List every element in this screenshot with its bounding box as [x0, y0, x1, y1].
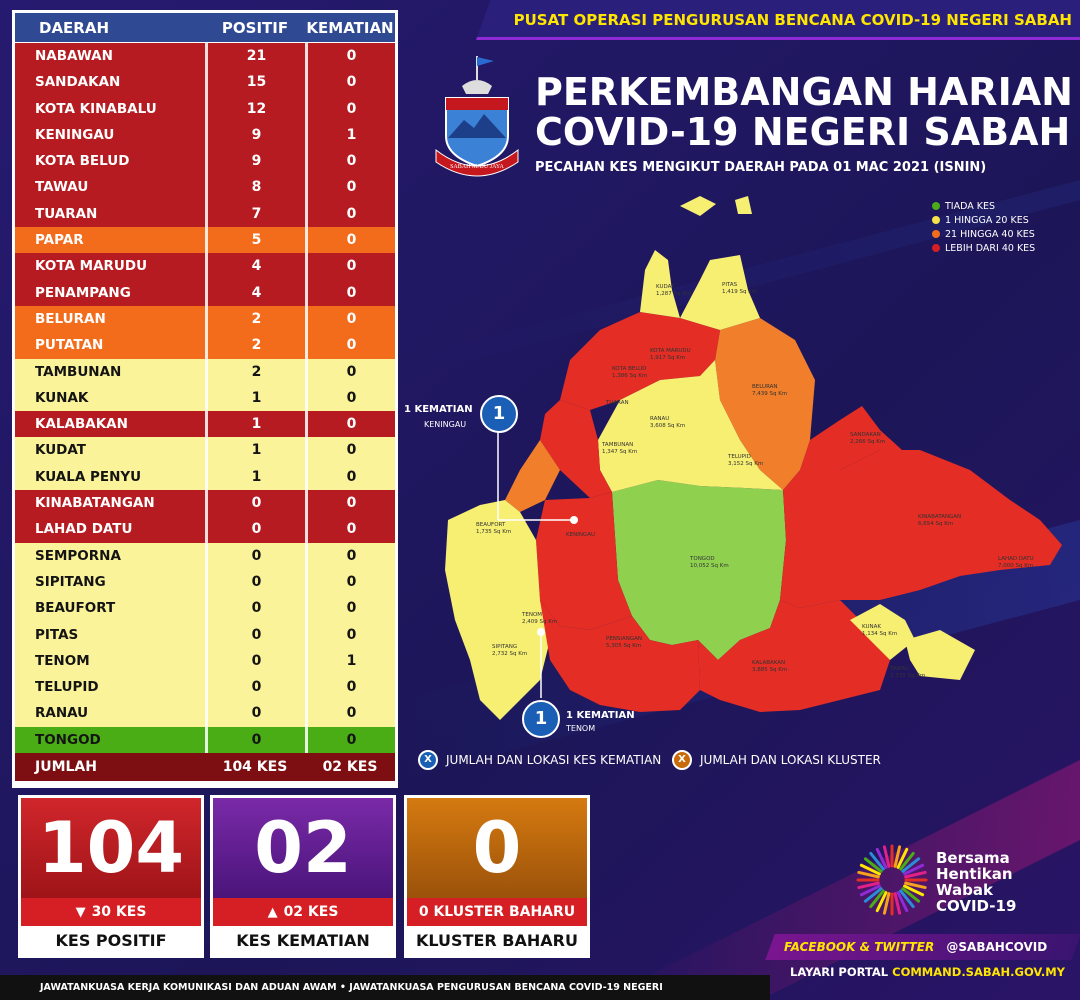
death-key-icon: X [418, 750, 438, 770]
positive-cell: 1 [205, 385, 305, 411]
positive-cell: 4 [205, 253, 305, 279]
positive-cell: 0 [205, 595, 305, 621]
deaths-cell: 0 [305, 464, 395, 490]
deaths-cell: 0 [305, 569, 395, 595]
deaths-cell: 0 [305, 227, 395, 253]
district-label: BEAUFORT [476, 522, 506, 528]
district-cell: BEAUFORT [35, 600, 116, 617]
deaths-cell: 0 [305, 727, 395, 753]
total-positive: 104 KES [222, 759, 288, 776]
district-cell: KALABAKAN [35, 416, 128, 433]
table-row [15, 385, 395, 411]
deaths-cell: 0 [305, 332, 395, 358]
district-cell: KINABATANGAN [35, 495, 155, 512]
positive-cell: 0 [205, 622, 305, 648]
positive-cell: 2 [205, 359, 305, 385]
table-row [15, 227, 395, 253]
campaign-slogan [936, 850, 1076, 914]
crest-motto: SABAH MAJU JAYA [450, 164, 504, 170]
title-line-2: COVID-19 NEGERI SABAH [535, 110, 1071, 154]
deaths-cell: 0 [305, 253, 395, 279]
district-label: PENSIANGAN [606, 636, 643, 642]
campaign-burst-logo [852, 840, 932, 920]
deaths-cell: 0 [305, 622, 395, 648]
district-label: TUARAN [606, 400, 629, 406]
positive-cell: 9 [205, 148, 305, 174]
district-cell: BELURAN [35, 310, 106, 327]
district-cell: KENINGAU [35, 126, 115, 143]
death-district-tenom: TENOM [566, 724, 596, 733]
district-area: 7,000 Sq Km [998, 563, 1034, 569]
table-row [15, 69, 395, 95]
stat-deaths-delta [213, 898, 393, 926]
district-label: PITAS [722, 282, 738, 288]
deaths-cell: 0 [305, 96, 395, 122]
triangle-down-icon: ▼ [75, 905, 86, 920]
legend-swatch [932, 244, 940, 252]
portal-url-link[interactable]: COMMAND.SABAH.GOV.MY [892, 965, 1065, 979]
table-row [15, 622, 395, 648]
deaths-cell: 0 [305, 411, 395, 437]
page-title [535, 72, 1075, 152]
deaths-cell: 0 [305, 43, 395, 69]
district-label: TONGOD [690, 556, 715, 562]
table-body [15, 43, 395, 753]
stat-clusters-delta: 0 KLUSTER BAHARU [407, 898, 587, 926]
header-positive: POSITIF [221, 19, 289, 37]
deaths-cell: 0 [305, 516, 395, 542]
district-label: KINABATANGAN [918, 514, 962, 520]
stat-deaths-delta-text: 02 KES [283, 904, 339, 920]
deaths-cell: 1 [305, 648, 395, 674]
legend-item [932, 213, 1035, 227]
district-cell: KUNAK [35, 389, 89, 406]
district-label: KUDAT [656, 284, 675, 290]
cluster-key-label: JUMLAH DAN LOKASI KLUSTER [700, 753, 881, 767]
table-row [15, 490, 395, 516]
deaths-cell: 0 [305, 148, 395, 174]
district-area: 2,335 Sq Km [890, 673, 926, 679]
death-marker-keningau: 1 [480, 395, 518, 433]
positive-cell: 12 [205, 96, 305, 122]
district-area: 1,917 Sq Km [650, 355, 686, 361]
district-cell: TAWAU [35, 179, 89, 196]
stat-positive-value: 104 [21, 798, 201, 898]
table-row [15, 516, 395, 542]
table-row [15, 306, 395, 332]
legend-label: 1 HINGGA 20 KES [945, 214, 1029, 226]
stat-clusters-label: KLUSTER BAHARU [407, 926, 587, 956]
table-row [15, 727, 395, 753]
title-line-1: PERKEMBANGAN HARIAN [535, 70, 1073, 114]
table-row [15, 148, 395, 174]
deaths-cell: 0 [305, 543, 395, 569]
positive-cell: 1 [205, 464, 305, 490]
deaths-cell: 0 [305, 437, 395, 463]
stat-positive-delta-text: 30 KES [91, 904, 147, 920]
stat-deaths-label: KES KEMATIAN [213, 926, 393, 956]
district-area: 2,409 Sq Km [522, 619, 558, 625]
campaign-line-4: COVID-19 [936, 897, 1017, 915]
legend-swatch [932, 230, 940, 238]
legend-item [932, 227, 1035, 241]
stat-deaths [210, 795, 396, 958]
district-area: 1,134 Sq Km [862, 631, 898, 637]
table-row [15, 674, 395, 700]
deaths-cell: 0 [305, 306, 395, 332]
campaign-line-3: Wabak [936, 881, 993, 899]
positive-cell: 21 [205, 43, 305, 69]
district-table [12, 10, 398, 788]
legend-label: 21 HINGGA 40 KES [945, 228, 1035, 240]
table-row [15, 595, 395, 621]
page-subtitle: PECAHAN KES MENGIKUT DAERAH PADA 01 MAC 2021 (ISNIN) [535, 160, 987, 175]
deaths-cell: 0 [305, 700, 395, 726]
legend-swatch [932, 216, 940, 224]
table-row [15, 43, 395, 69]
deaths-cell: 0 [305, 595, 395, 621]
table-row [15, 437, 395, 463]
positive-cell: 0 [205, 490, 305, 516]
district-label: SANDAKAN [850, 432, 881, 438]
deaths-cell: 0 [305, 69, 395, 95]
stat-clusters-value: 0 [407, 798, 587, 898]
district-cell: SIPITANG [35, 573, 106, 590]
positive-cell: 9 [205, 122, 305, 148]
table-row [15, 648, 395, 674]
district-label: KENINGAU [566, 532, 595, 538]
table-row [15, 96, 395, 122]
table-row [15, 543, 395, 569]
table-row [15, 411, 395, 437]
portal-info [790, 965, 1080, 979]
stat-deaths-value: 02 [213, 798, 393, 898]
social-platforms: FACEBOOK & TWITTER [784, 940, 935, 954]
positive-cell: 0 [205, 674, 305, 700]
district-area: 3,152 Sq Km [728, 461, 764, 467]
deaths-cell: 1 [305, 122, 395, 148]
district-cell: TAMBUNAN [35, 363, 122, 380]
map-legend [932, 199, 1035, 255]
district-area: 2,266 Sq Km [850, 439, 886, 445]
district-area: 3,885 Sq Km [752, 667, 788, 673]
table-row [15, 280, 395, 306]
legend-item [932, 241, 1035, 255]
table-row [15, 122, 395, 148]
district-cell: NABAWAN [35, 48, 113, 64]
district-cell: SEMPORNA [35, 547, 121, 564]
table-row [15, 359, 395, 385]
district-label: TAWAU [890, 666, 910, 672]
district-cell: PENAMPANG [35, 284, 131, 301]
deaths-cell: 0 [305, 490, 395, 516]
district-label: KALABAKAN [752, 660, 786, 666]
district-area: 1,386 Sq Km [612, 373, 648, 379]
legend-item [932, 199, 1035, 213]
district-label: SIPITANG [492, 644, 518, 650]
stat-positive-delta [21, 898, 201, 926]
district-area: 2,732 Sq Km [492, 651, 528, 657]
district-area: 1,347 Sq Km [602, 449, 638, 455]
legend-label: TIADA KES [945, 200, 996, 212]
stat-positive [18, 795, 204, 958]
district-cell: TUARAN [35, 205, 98, 222]
death-district-keningau: KENINGAU [424, 420, 467, 429]
district-cell: PITAS [35, 626, 79, 643]
total-label: JUMLAH [35, 759, 97, 776]
table-row [15, 332, 395, 358]
cluster-key [672, 750, 881, 770]
death-marker-tenom: 1 [522, 700, 560, 738]
deaths-cell: 0 [305, 201, 395, 227]
positive-cell: 0 [205, 727, 305, 753]
district-cell: TELUPID [35, 679, 99, 696]
district-area: 3,608 Sq Km [650, 423, 686, 429]
district-area: 1,419 Sq Km [722, 289, 758, 295]
cluster-key-icon: X [672, 750, 692, 770]
district-label: KOTA MARUDU [650, 348, 691, 354]
positive-cell: 8 [205, 174, 305, 200]
sabah-district-map [400, 180, 1080, 740]
district-cell: TONGOD [35, 731, 101, 748]
map-district-kinabatangan [780, 450, 1062, 608]
death-key [418, 750, 661, 770]
district-label: LAHAD DATU [998, 556, 1034, 562]
social-handle-link[interactable]: @SABAHCOVID [946, 940, 1048, 954]
table-row [15, 174, 395, 200]
table-row [15, 569, 395, 595]
stat-clusters [404, 795, 590, 958]
deaths-cell: 0 [305, 280, 395, 306]
stat-positive-label: KES POSITIF [21, 926, 201, 956]
positive-cell: 0 [205, 569, 305, 595]
legend-swatch [932, 202, 940, 210]
death-label-tenom: 1 KEMATIAN [566, 710, 635, 721]
portal-prefix: LAYARI PORTAL [790, 965, 889, 979]
district-label: TELUPID [728, 454, 751, 460]
positive-cell: 0 [205, 543, 305, 569]
sabah-crest-logo [432, 52, 522, 182]
district-cell: PAPAR [35, 232, 84, 249]
table-row [15, 253, 395, 279]
positive-cell: 0 [205, 516, 305, 542]
deaths-cell: 0 [305, 385, 395, 411]
district-area: 7,439 Sq Km [752, 391, 788, 397]
table-total-row [15, 753, 395, 781]
positive-cell: 15 [205, 69, 305, 95]
district-area: 6,654 Sq Km [918, 521, 954, 527]
social-links [784, 934, 1080, 960]
positive-cell: 4 [205, 280, 305, 306]
positive-cell: 0 [205, 648, 305, 674]
district-area: 1,287 Sq Km [656, 291, 692, 297]
table-row [15, 464, 395, 490]
deaths-cell: 0 [305, 674, 395, 700]
district-cell: KOTA BELUD [35, 153, 130, 170]
campaign-line-1: Bersama [936, 849, 1010, 867]
district-cell: KOTA MARUDU [35, 258, 148, 275]
deaths-cell: 0 [305, 359, 395, 385]
district-cell: KOTA KINABALU [35, 100, 157, 117]
district-cell: KUALA PENYU [35, 468, 142, 485]
district-cell: PUTATAN [35, 337, 104, 354]
district-cell: KUDAT [35, 442, 87, 459]
positive-cell: 2 [205, 332, 305, 358]
death-key-label: JUMLAH DAN LOKASI KES KEMATIAN [446, 753, 662, 767]
header-deaths: KEMATIAN [306, 19, 394, 37]
death-label-keningau: 1 KEMATIAN [404, 404, 473, 415]
banner-text: PUSAT OPERASI PENGURUSAN BENCANA COVID-19 NEGERI SABAH [513, 11, 1072, 29]
district-label: BELURAN [752, 384, 778, 390]
positive-cell: 2 [205, 306, 305, 332]
deaths-cell: 0 [305, 174, 395, 200]
total-deaths: 02 KES [322, 759, 378, 776]
header-district: DAERAH [39, 19, 110, 37]
district-label: RANAU [650, 416, 670, 422]
positive-cell: 7 [205, 201, 305, 227]
district-area: 5,305 Sq Km [606, 643, 642, 649]
district-label: KOTA BELUD [612, 366, 647, 372]
table-header [15, 13, 395, 43]
district-cell: TENOM [35, 652, 90, 669]
positive-cell: 5 [205, 227, 305, 253]
campaign-line-2: Hentikan [936, 865, 1013, 883]
positive-cell: 0 [205, 700, 305, 726]
table-row [15, 700, 395, 726]
district-label: KUNAK [862, 624, 881, 630]
legend-label: LEBIH DARI 40 KES [945, 242, 1036, 254]
triangle-up-icon: ▲ [267, 905, 278, 920]
district-area: 1,735 Sq Km [476, 529, 512, 535]
district-area: 10,052 Sq Km [690, 563, 729, 569]
footer-credits: JAWATANKUASA KERJA KOMUNIKASI DAN ADUAN AWAM • JAWATANKUASA PENGURUSAN BENCANA COVID-19 NEGERI [0, 975, 770, 1000]
positive-cell: 1 [205, 437, 305, 463]
positive-cell: 1 [205, 411, 305, 437]
district-cell: SANDAKAN [35, 74, 121, 91]
district-label: TAMBUNAN [602, 442, 634, 448]
district-cell: RANAU [35, 705, 89, 722]
district-label: TENOM [522, 612, 543, 618]
table-row [15, 201, 395, 227]
district-cell: LAHAD DATU [35, 521, 133, 538]
